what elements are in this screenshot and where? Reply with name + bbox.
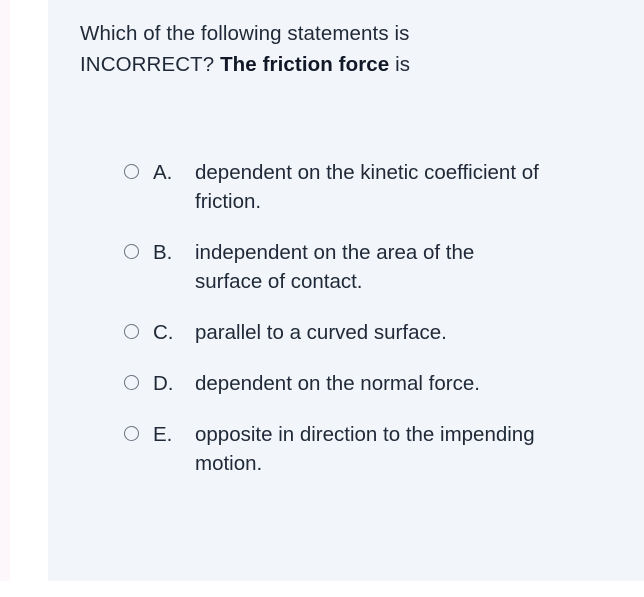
choice-letter-c: C. xyxy=(153,321,174,344)
choice-text-a[interactable]: dependent on the kinetic coefficient of friction. xyxy=(195,161,539,213)
choice-letter-e: E. xyxy=(153,423,173,446)
choice-text-d[interactable]: dependent on the normal force. xyxy=(195,372,480,395)
radio-button-icon-d[interactable] xyxy=(124,375,139,390)
answer-choice-c[interactable] xyxy=(124,318,614,347)
answer-choices-list xyxy=(80,158,614,478)
choice-text-c[interactable]: parallel to a curved surface. xyxy=(195,321,447,344)
radio-button-icon-e[interactable] xyxy=(124,426,139,441)
question-stem-suffix: is xyxy=(389,53,411,76)
question-stem xyxy=(80,18,520,80)
question-card xyxy=(48,0,644,581)
radio-button-icon-b[interactable] xyxy=(124,244,139,259)
answer-choice-e[interactable] xyxy=(124,420,614,478)
choice-text-e[interactable]: opposite in direction to the impending motion. xyxy=(195,423,535,475)
answer-choice-b[interactable] xyxy=(124,238,614,296)
choice-letter-a: A. xyxy=(153,161,173,184)
answer-choice-a[interactable] xyxy=(124,158,614,216)
choice-letter-d: D. xyxy=(153,372,174,395)
question-stem-prefix: Which of the following statements is INCORRECT? xyxy=(80,22,410,76)
left-edge-strip xyxy=(0,0,10,597)
radio-button-icon-c[interactable] xyxy=(124,324,139,339)
question-stem-emphasis: The friction force xyxy=(220,53,390,76)
bottom-edge-strip xyxy=(0,581,644,597)
radio-button-icon-a[interactable] xyxy=(124,164,139,179)
answer-choice-d[interactable] xyxy=(124,369,614,398)
choice-letter-b: B. xyxy=(153,241,173,264)
choice-text-b[interactable]: independent on the area of the surface of contact. xyxy=(195,241,475,293)
